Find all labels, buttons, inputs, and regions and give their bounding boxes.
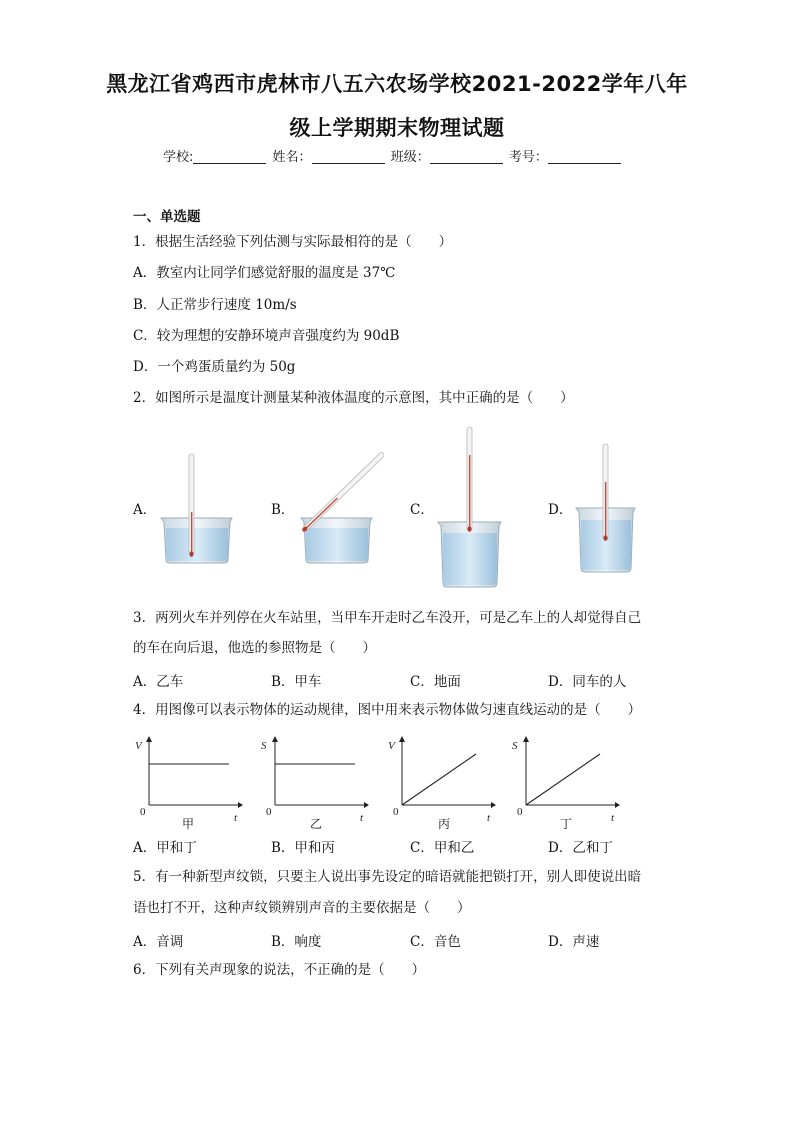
origin-label: 0 [266,806,272,818]
motion-graph-2 [260,733,376,825]
name-blank [312,149,385,164]
section-heading: 一、单选题 [133,209,201,225]
q4-option-b: B．甲和丙 [271,840,335,856]
q4-option-a: A．甲和丁 [133,840,197,856]
q5-option-d: D．声速 [548,934,600,950]
class-blank [430,149,503,164]
q5-option-c: C．音色 [410,934,461,950]
motion-graph-4 [511,733,627,825]
school-label: 学校: [163,150,194,165]
q3-option-d: D．同车的人 [548,674,627,690]
origin-label: 0 [517,806,523,818]
origin-label: 0 [393,806,399,818]
q1-option-d: D．一个鸡蛋质量约为 50g [133,359,296,375]
beaker-thermometer-d-figure [573,442,639,574]
motion-graph-1 [134,733,250,825]
y-axis-arrow [399,736,405,742]
y-axis-label: S [261,740,267,752]
x-axis-label: t [360,812,364,824]
school-blank [193,149,266,164]
q1-stem: 1．根据生活经验下列估测与实际最相符的是（ ） [133,234,453,250]
q3-option-c: C．地面 [410,674,461,690]
page-title-line2: 级上学期期末物理试题 [289,116,505,140]
q4-option-d: D．乙和丁 [548,840,613,856]
x-axis-arrow [615,802,620,808]
q2-stem: 2．如图所示是温度计测量某种液体温度的示意图，其中正确的是（ ） [133,390,574,406]
y-axis-arrow [146,736,152,742]
q2-option-c: C． [410,502,434,518]
q3-stem-line2: 的车在向后退，他选的参照物是（ ） [133,640,376,656]
q2-option-a: A． [133,502,157,518]
q4-stem: 4．用图像可以表示物体的运动规律，图中用来表示物体做匀速直线运动的是（ ） [133,702,642,718]
y-axis-label: V [135,740,142,752]
x-axis-label: t [234,812,238,824]
beaker-thermometer-a-figure [158,452,238,564]
x-axis-label: t [611,812,615,824]
page-title-line1: 黑龙江省鸡西市虎林市八五六农场学校2021-2022学年八年 [106,72,688,96]
name-label: 姓名： [272,150,312,165]
y-axis-arrow [272,736,278,742]
origin-label: 0 [140,806,146,818]
beaker-thermometer-c-figure [435,425,505,590]
q3-option-a: A．乙车 [133,674,184,690]
q5-option-b: B．响度 [271,934,322,950]
x-axis-label: t [487,812,491,824]
class-label: 班级： [390,150,430,165]
q1-option-c: C．较为理想的安静环境声音强度约为 90dB [133,328,400,344]
exam-number-label: 考号： [508,150,548,165]
q6-stem: 6．下列有关声现象的说法，不正确的是（ ） [133,962,426,978]
graph-yi-name: 乙 [310,817,323,831]
y-axis-arrow [523,736,529,742]
beaker-thermometer-b-figure [298,450,384,564]
graph-jia-name: 甲 [182,817,195,831]
student-info-row [163,146,623,165]
q1-option-a: A．教室内让同学们感觉舒服的温度是 37℃ [133,265,396,281]
motion-graph-3 [387,733,503,825]
q2-option-b: B． [271,502,295,518]
graph-line [526,754,600,805]
q5-stem-line1: 5．有一种新型声纹锁，只要主人说出事先设定的暗语就能把锁打开，别人即使说出暗 [133,869,642,885]
y-axis-label: S [512,740,518,752]
graph-ding-name: 丁 [560,817,573,831]
q3-stem-line1: 3．两列火车并列停在火车站里，当甲车开走时乙车没开，可是乙车上的人却觉得自己 [133,610,642,626]
graph-bing-name: 丙 [438,817,451,831]
q4-option-c: C．甲和乙 [410,840,475,856]
q5-stem-line2: 语也打不开，这种声纹锁辨别声音的主要依据是（ ） [133,900,471,916]
x-axis-arrow [238,802,243,808]
q2-option-d: D． [548,502,573,518]
y-axis-label: V [388,740,395,752]
q5-option-a: A．音调 [133,934,184,950]
x-axis-arrow [491,802,496,808]
graph-line [402,754,476,805]
q1-option-b: B．人正常步行速度 10m/s [133,297,297,313]
exam-number-blank [548,149,621,164]
q3-option-b: B．甲车 [271,674,322,690]
x-axis-arrow [364,802,369,808]
